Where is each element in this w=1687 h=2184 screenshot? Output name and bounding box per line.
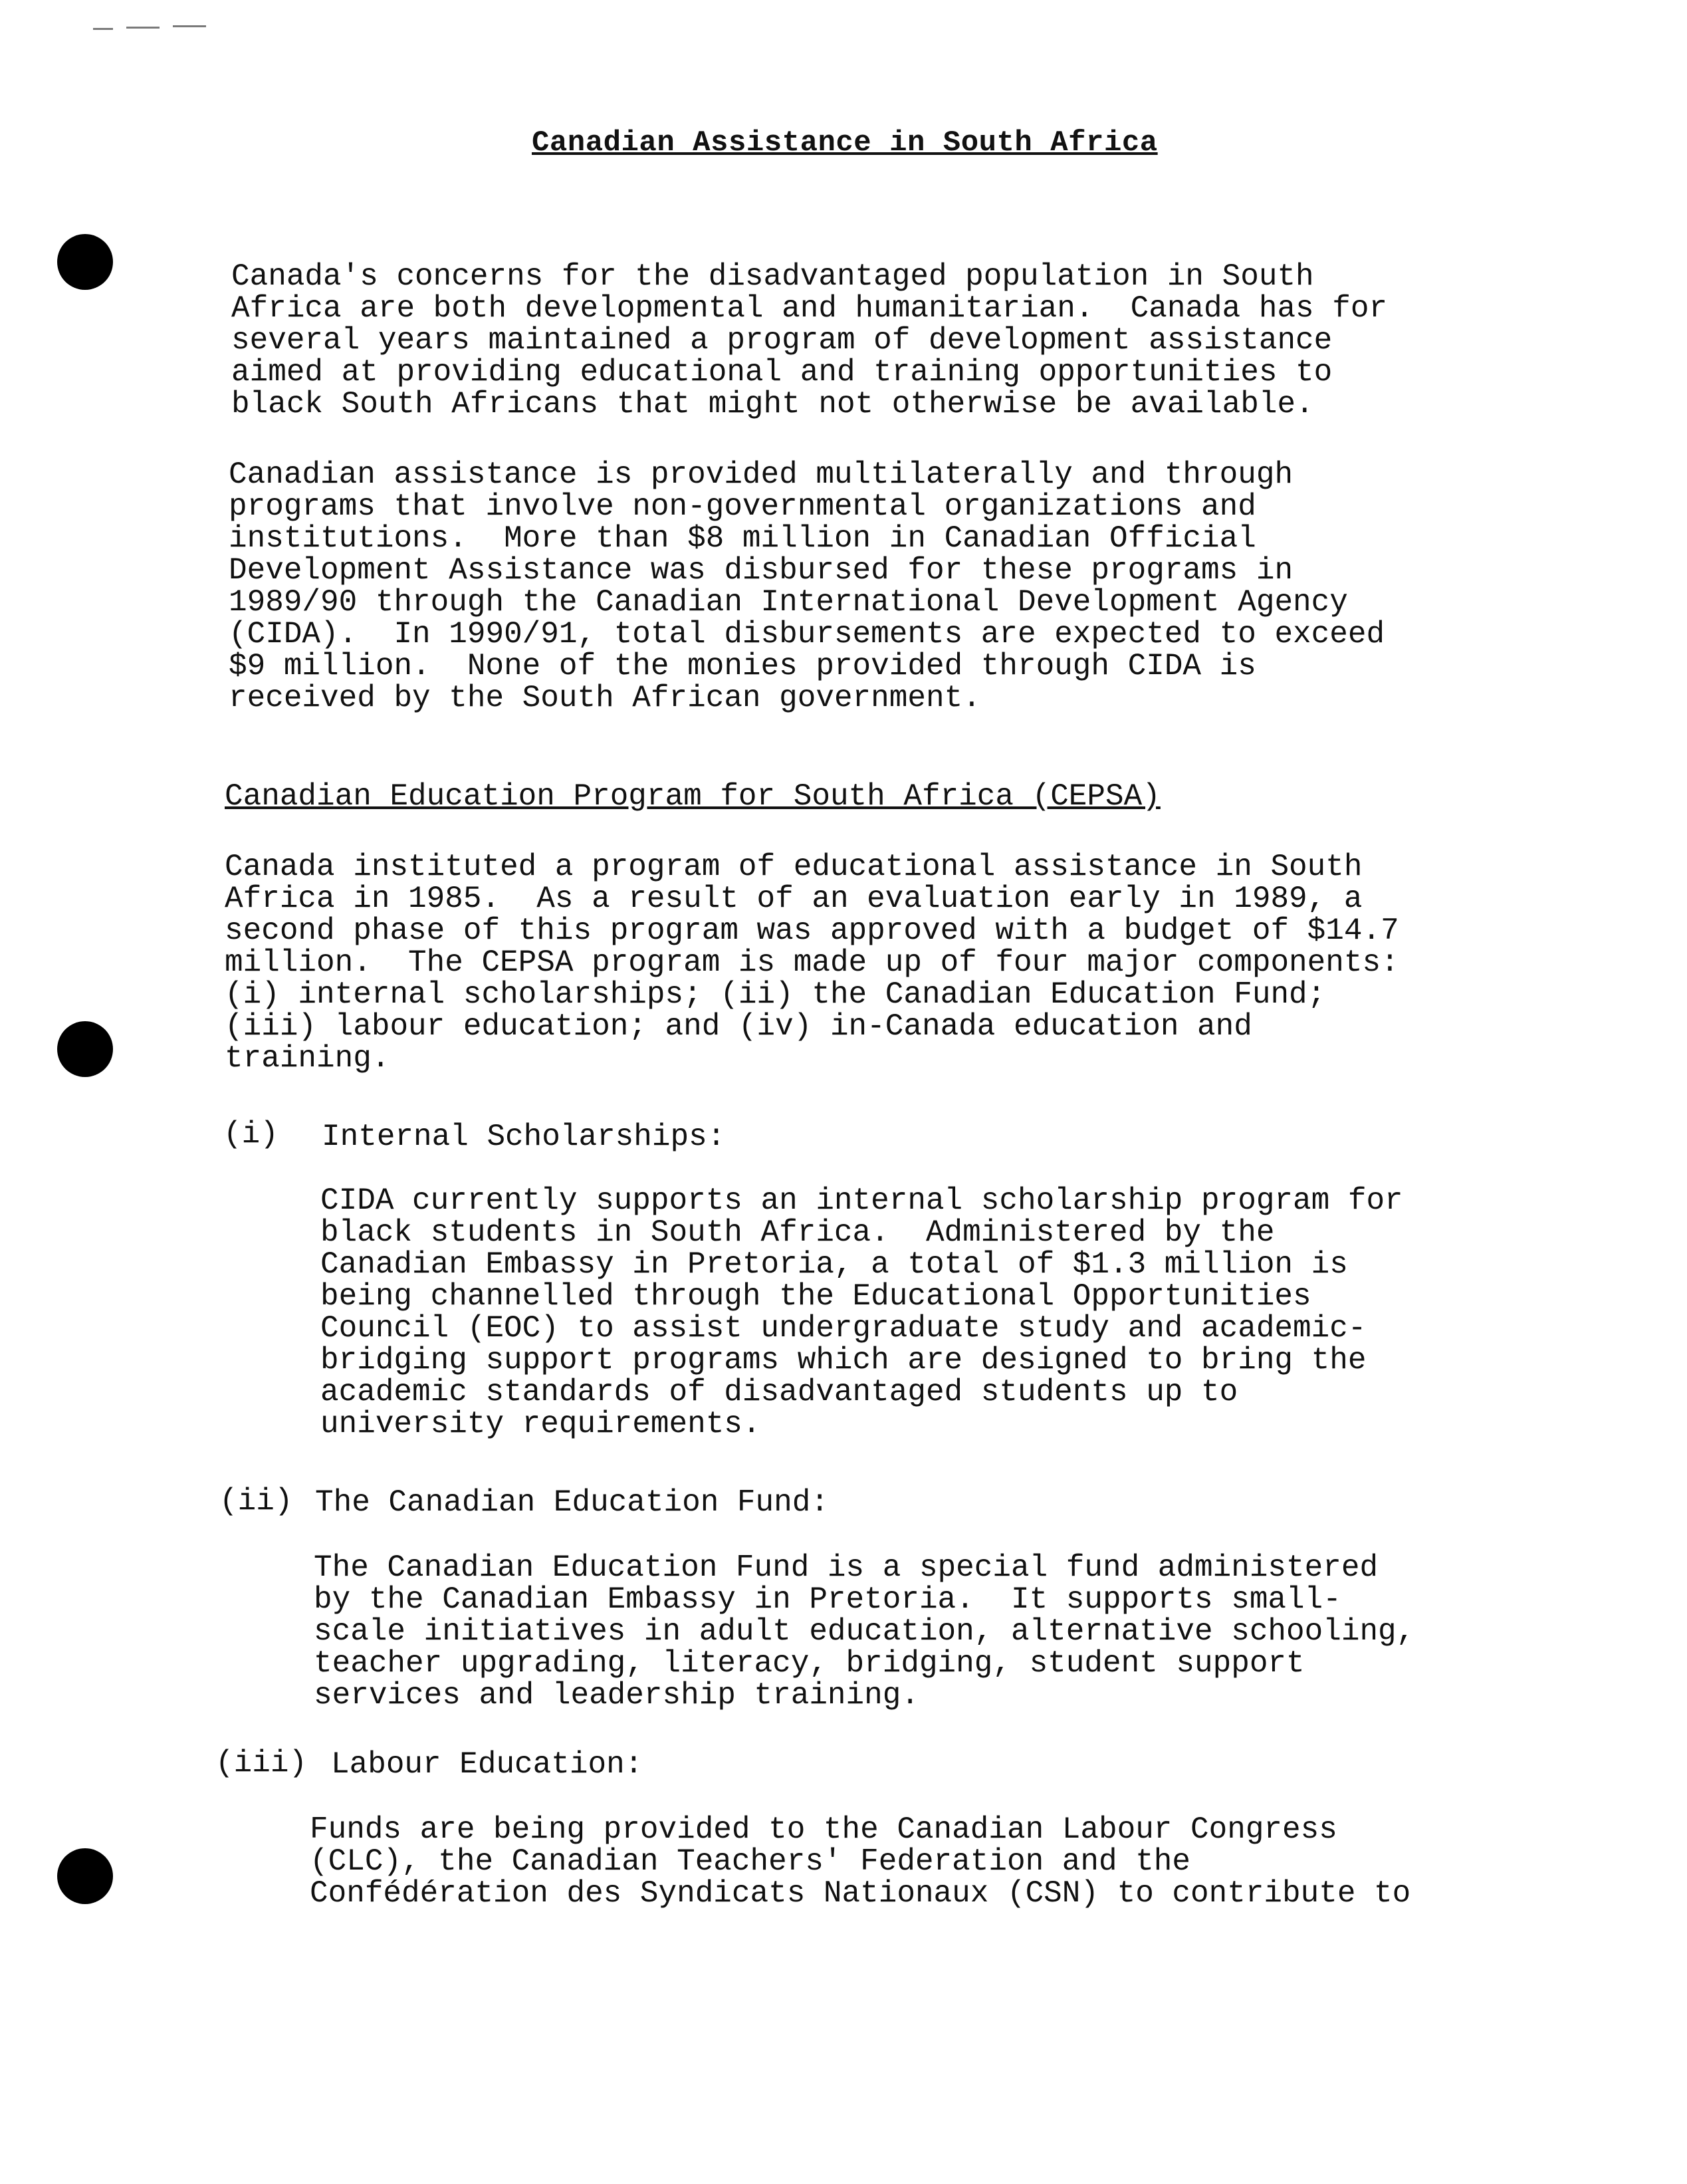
punch-hole	[57, 1021, 113, 1077]
scan-speck	[126, 27, 160, 29]
scan-speck	[93, 28, 113, 30]
punch-hole	[57, 1848, 113, 1904]
item-text: CIDA currently supports an internal scholarship program for black students in South Africa. Administered by the Canadian Embassy in Pretoria, a total of $1.3 million is being channelled through the Educational Opportunities Council (EOC) to assist undergraduate study and academic- bridging support programs which are designed to bring the academic standards of disadvantaged students up to university requirements.	[320, 1183, 1403, 1441]
punch-hole	[57, 234, 113, 290]
item-text: Funds are being provided to the Canadian Labour Congress (CLC), the Canadian Teachers' Federation and the Confédération des Syndicats Nationaux (CSN) to contribute to	[310, 1812, 1411, 1911]
scan-speck	[173, 25, 206, 27]
item-number: (iii)	[215, 1746, 308, 1780]
item-heading: The Canadian Education Fund:	[315, 1485, 829, 1520]
item-text: The Canadian Education Fund is a special fund administered by the Canadian Embassy in Pretoria. It supports small- scale initiatives in adult education, alternative schooling, teacher upgrading, literacy, bridging, student support services and leadership training.	[314, 1550, 1415, 1713]
section-heading: Canadian Education Program for South Africa (CEPSA)	[225, 779, 1161, 814]
item-number: (ii)	[219, 1484, 293, 1518]
item-heading: Labour Education:	[331, 1747, 643, 1782]
intro-paragraph: Canada's concerns for the disadvantaged population in South Africa are both developmental and humanitarian. Canada has for several years maintained a program of development assistance aimed at providing educational and training opportunities to black South Africans that might not otherwise be available.	[231, 259, 1388, 422]
item-number: (i)	[223, 1117, 279, 1152]
intro-paragraph: Canadian assistance is provided multilaterally and through programs that involve non-governmental organizations and institutions. More than $8 million in Canadian Official Development Assistance was disbursed for these programs in 1989/90 through the Canadian International Development Agency (CIDA). In 1990/91, total disbursements are expected to exceed $9 million. None of the monies provided through CIDA is received by the South African government.	[229, 457, 1385, 715]
document-title: Canadian Assistance in South Africa	[532, 126, 1158, 160]
section-paragraph: Canada instituted a program of educational assistance in South Africa in 1985. As a result of an evaluation early in 1989, a second phase of this program was approved with a budget of $14.7 million. The CEPSA program is made up of four major components: (i) internal scholarships; (ii) the Canadian Education Fund; (iii) labour education; and (iv) in-Canada education and training.	[225, 850, 1399, 1076]
item-heading: Internal Scholarships:	[322, 1120, 726, 1154]
